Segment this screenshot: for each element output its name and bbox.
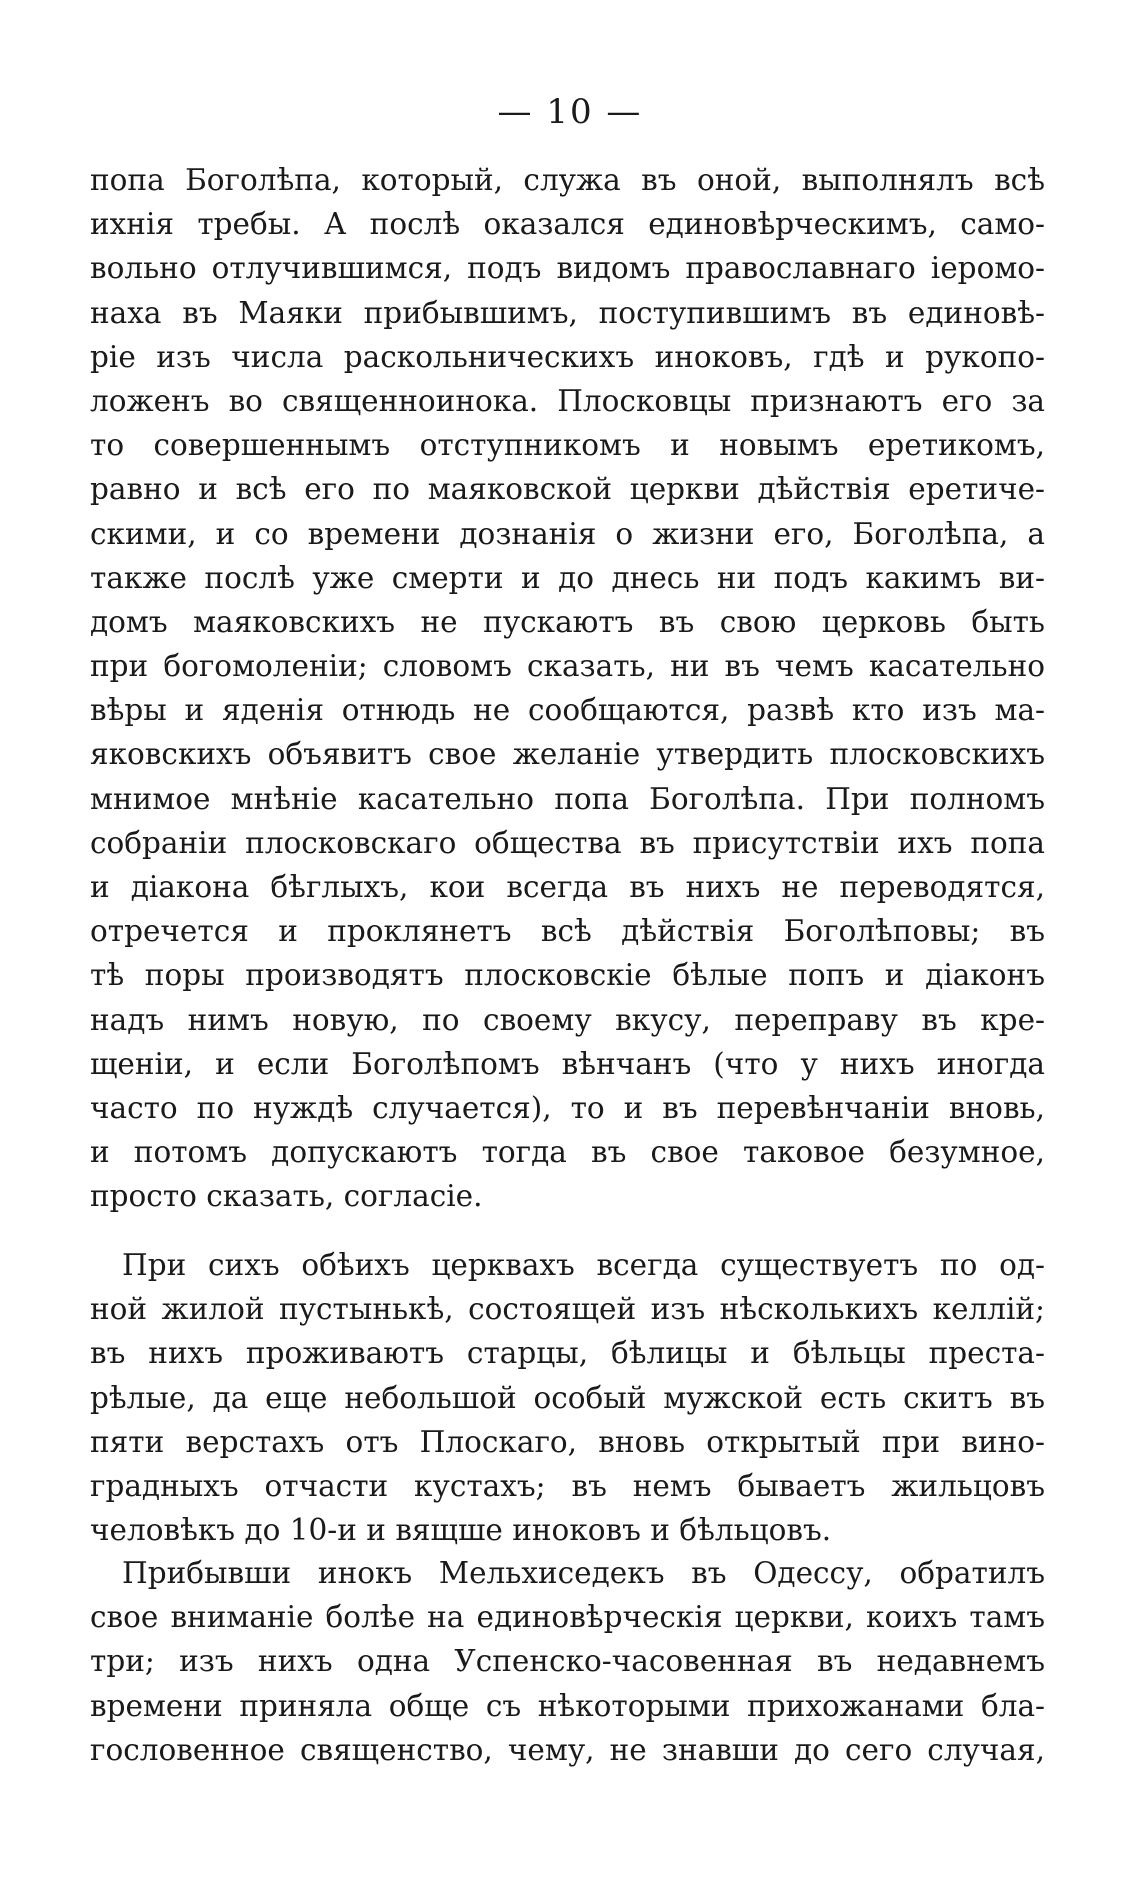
text-line: надъ нимъ новую, по своему вкусу, переправу въ кре- [90,1002,1045,1037]
text-line: ложенъ во священноинока. Плосковцы признаютъ его за [90,383,1045,418]
text-line: Прибывши инокъ Мельхиседекъ въ Одессу, обратилъ [122,1556,1045,1590]
text-line: три; изъ нихъ одна Успенско-часовенная въ недавнемъ [90,1644,1045,1679]
text-line: также послѣ уже смерти и до днесь ни подъ какимъ ви- [90,560,1045,595]
text-line: наха въ Маяки прибывшимъ, поступившимъ въ единовѣ- [90,295,1045,330]
text-line: гословенное священство, чему, не знавши до сего случая, [90,1732,1045,1767]
text-line: человѣкъ до 10-и и вящше иноковъ и бѣльцовъ. [90,1513,832,1548]
text-line: пяти верстахъ отъ Плоскаго, вновь открытый при вино- [90,1424,1045,1459]
text-line: вольно отлучившимся, подъ видомъ православнаго іеромо- [90,251,1045,286]
text-line: то совершеннымъ отступникомъ и новымъ еретикомъ, [90,428,1045,463]
text-line: яковскихъ объявитъ свое желаніе утвердить плосковскихъ [90,737,1045,772]
text-line: свое вниманіе болѣе на единовѣрческія церкви, коихъ тамъ [90,1600,1045,1635]
text-line: вѣры и яденія отнюдь не сообщаются, развѣ кто изъ ма- [90,693,1045,728]
text-line: попа Боголѣпа, который, служа въ оной, выполнялъ всѣ [90,163,1045,197]
text-line: времени приняла обще съ нѣкоторыми прихожанами бла- [90,1688,1045,1723]
text-line: и потомъ допускаютъ тогда въ свое таковое безумное, [90,1135,1045,1170]
text-line: ріе изъ числа раскольническихъ иноковъ, гдѣ и рукопо- [90,339,1045,374]
text-line: и діакона бѣглыхъ, кои всегда въ нихъ не переводятся, [90,870,1045,904]
text-line: часто по нуждѣ случается), то и въ перевѣнчаніи вновь, [90,1090,1045,1125]
text-line: При сихъ обѣихъ церквахъ всегда существуетъ по од- [122,1248,1045,1282]
text-line: градныхъ отчасти кустахъ; въ немъ бываетъ жильцовъ [90,1468,1045,1503]
text-line: мнимое мнѣніе касательно попа Боголѣпа. При полномъ [90,781,1045,816]
text-line: отречется и проклянетъ всѣ дѣйствія Боголѣповы; въ [90,914,1045,949]
page-number: — 10 — [497,92,643,132]
text-line: домъ маяковскихъ не пускаютъ въ свою церковь быть [90,604,1045,639]
text-line: при богомоленіи; словомъ сказать, ни въ чемъ касательно [90,649,1045,684]
paragraph-3 [90,1551,1045,1772]
paragraph-1 [90,158,1045,1219]
text-line: собраніи плосковскаго общества въ присутствіи ихъ попа [90,825,1045,860]
text-line: скими, и со времени дознанія о жизни его, Боголѣпа, а [90,516,1045,551]
paragraph-2 [90,1243,1045,1552]
text-line: просто сказать, согласіе. [90,1179,483,1214]
text-line: равно и всѣ его по маяковской церкви дѣйствія еретиче- [90,472,1045,507]
text-line: ной жилой пустынькѣ, состоящей изъ нѣсколькихъ келлій; [90,1292,1045,1327]
text-line: въ нихъ проживаютъ старцы, бѣлицы и бѣльцы преста- [90,1336,1045,1371]
text-line: ихнія требы. А послѣ оказался единовѣрческимъ, само- [90,207,1045,242]
text-line: щеніи, и если Боголѣпомъ вѣнчанъ (что у нихъ иногда [90,1046,1045,1081]
text-line: рѣлые, да еще небольшой особый мужской есть скитъ въ [90,1380,1045,1415]
text-line: тѣ поры производятъ плосковскіе бѣлые попъ и діаконъ [90,958,1045,993]
